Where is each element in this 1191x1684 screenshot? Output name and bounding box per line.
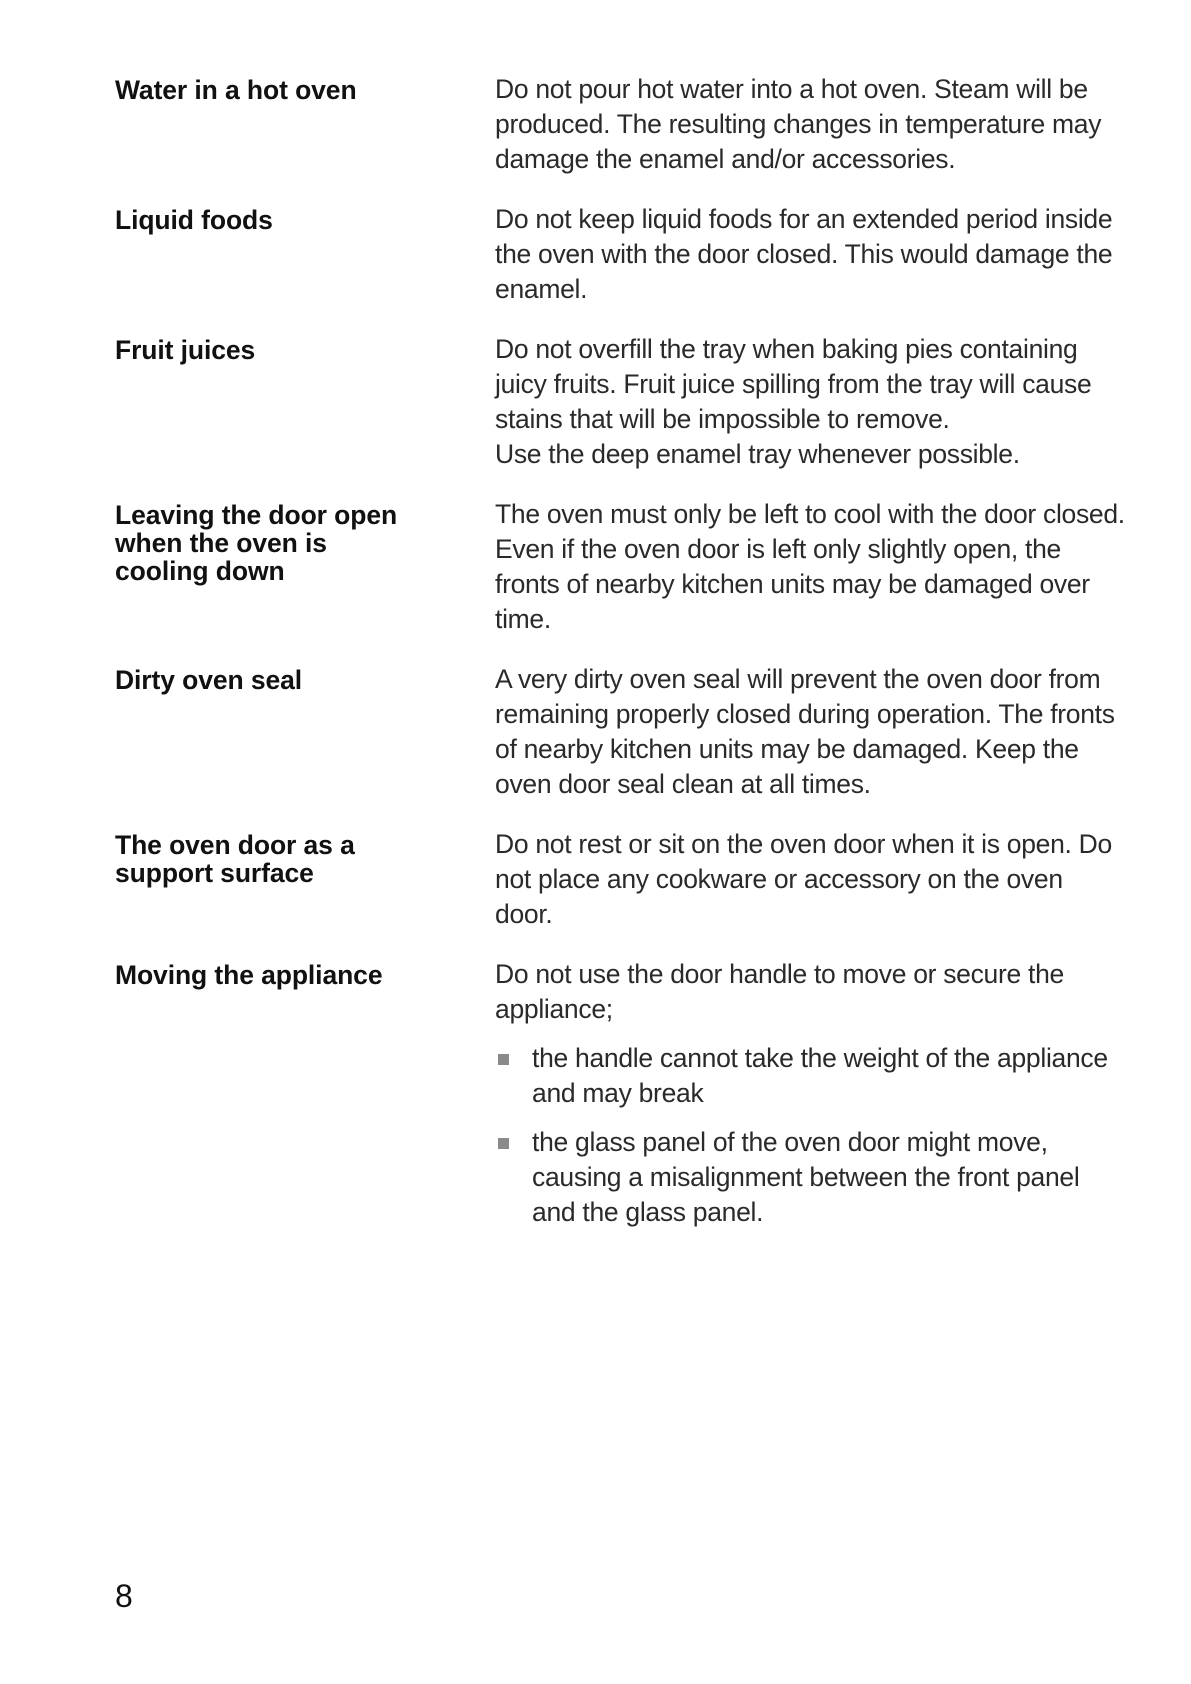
entry-door-open-cooling xyxy=(115,497,1125,637)
entry-term: The oven door as a support surface xyxy=(115,830,355,888)
entry-text: The oven must only be left to cool with the door closed. Even if the oven door is left only slightly open, the fronts of nearby kitchen units may be damaged over time. xyxy=(495,499,1125,634)
entry-description xyxy=(495,827,1125,932)
entry-fruit-juices xyxy=(115,332,1125,472)
entry-text: Do not rest or sit on the oven door when it is open. Do not place any cookware or accessory on the oven door. xyxy=(495,829,1112,929)
square-bullet-icon xyxy=(498,1054,509,1065)
entry-description xyxy=(495,957,1125,1244)
entry-term: Moving the appliance xyxy=(115,960,383,990)
entry-term: Water in a hot oven xyxy=(115,75,357,105)
list-item-text: the glass panel of the oven door might move, causing a misalignment between the front panel and the glass panel. xyxy=(532,1127,1080,1227)
entry-description xyxy=(495,72,1125,177)
list-item xyxy=(495,1125,1125,1230)
entry-text: A very dirty oven seal will prevent the oven door from remaining properly closed during operation. The fronts of nearby kitchen units may be damaged. Keep the oven door seal clean at all times. xyxy=(495,664,1115,799)
list-item xyxy=(495,1041,1125,1111)
entry-text-secondary: Use the deep enamel tray whenever possible. xyxy=(495,439,1020,469)
entry-description xyxy=(495,662,1125,802)
entry-water-in-hot-oven xyxy=(115,72,1125,177)
entry-description xyxy=(495,497,1125,637)
entry-term: Liquid foods xyxy=(115,205,273,235)
bullet-list xyxy=(495,1041,1125,1230)
entry-dirty-oven-seal xyxy=(115,662,1125,802)
square-bullet-icon xyxy=(498,1138,509,1149)
entry-term: Leaving the door open when the oven is cooling down xyxy=(115,500,398,586)
entry-description xyxy=(495,202,1125,307)
entry-door-support-surface xyxy=(115,827,1125,932)
entry-moving-appliance xyxy=(115,957,1125,1244)
entry-text: Do not overfill the tray when baking pies containing juicy fruits. Fruit juice spilling from the tray will cause stains that will be impossible to remove. xyxy=(495,334,1092,434)
entry-description xyxy=(495,332,1125,472)
entry-text: Do not keep liquid foods for an extended period inside the oven with the door closed. This would damage the enamel. xyxy=(495,204,1113,304)
document-body xyxy=(115,72,1125,1269)
page-number: 8 xyxy=(115,1578,133,1614)
entry-text: Do not pour hot water into a hot oven. Steam will be produced. The resulting changes in temperature may damage the enamel and/or accessories. xyxy=(495,74,1102,174)
entry-term: Dirty oven seal xyxy=(115,665,303,695)
entry-text: Do not use the door handle to move or secure the appliance; xyxy=(495,959,1064,1024)
list-item-text: the handle cannot take the weight of the appliance and may break xyxy=(532,1043,1108,1108)
entry-liquid-foods xyxy=(115,202,1125,307)
entry-term: Fruit juices xyxy=(115,335,256,365)
